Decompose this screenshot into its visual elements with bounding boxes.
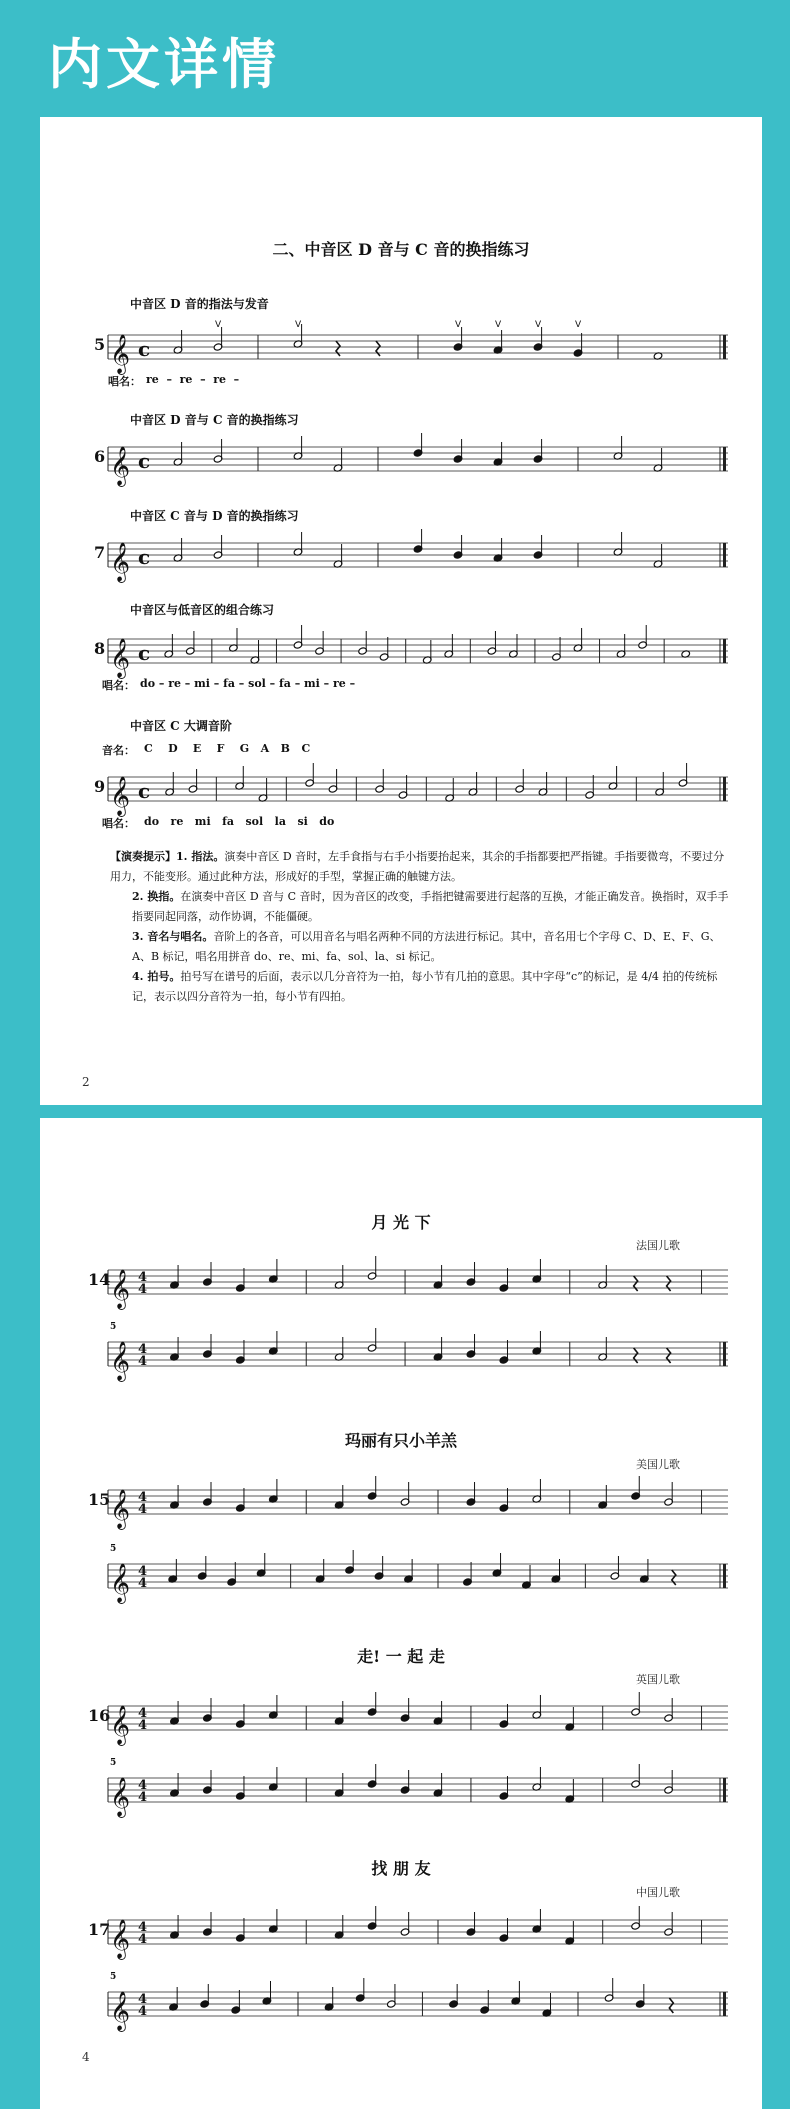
music-staff	[108, 320, 728, 374]
tip-text: 拍号写在谱号的后面，表示以几分音符为一拍，每小节有几拍的意思。其中字母“c”的标记，是 4/4 拍的传统标记，表示以四分音符为一拍，每小节有四拍。	[132, 970, 718, 1003]
song-title: 找 朋 友	[371, 1859, 431, 1878]
music-staff	[108, 633, 728, 678]
time-signature-bottom: 4	[138, 1932, 148, 1947]
song-title: 月 光 下	[371, 1213, 431, 1232]
time-signature-top: 4	[138, 1706, 148, 1721]
treble-clef-icon: 𝄞	[110, 1341, 131, 1381]
exercise-number: 5	[94, 335, 106, 354]
time-signature-top: 4	[138, 1778, 148, 1793]
treble-clef-icon: 𝄞	[110, 542, 131, 582]
common-time-icon: c	[138, 337, 151, 361]
music-staff	[108, 1336, 728, 1381]
quarter-rest-icon	[336, 341, 340, 356]
section-header: 内文详情	[48, 33, 280, 96]
song-title: 玛丽有只小羊羔	[344, 1431, 457, 1450]
page-title: 二、中音区 D 音与 C 音的换指练习	[272, 240, 530, 259]
tip-title: 1. 指法。	[176, 850, 225, 863]
fingering-mark: V	[575, 320, 582, 330]
measure-number: 5	[110, 1322, 117, 1332]
exercise-caption: 中音区与低音区的组合练习	[130, 603, 275, 617]
fingering-mark: V	[535, 320, 542, 330]
time-signature-bottom: 4	[138, 1790, 148, 1805]
music-staff	[108, 1264, 728, 1309]
fingering-mark: V	[295, 320, 302, 330]
page-preview-2	[40, 1118, 762, 2109]
lyric-line: do – re – mi – fa – sol – fa – mi – re –	[140, 677, 356, 690]
final-barline-thick	[723, 1778, 726, 1802]
quarter-rest-icon	[376, 341, 380, 356]
time-signature-bottom: 4	[138, 1576, 148, 1591]
measure-number: 5	[110, 1544, 117, 1554]
tip-title: 4. 拍号。	[132, 970, 181, 983]
quarter-rest-icon	[634, 1348, 638, 1363]
music-staff	[108, 1772, 728, 1817]
page-number: 2	[82, 1075, 90, 1089]
music-staff	[108, 1700, 728, 1745]
time-signature-top: 4	[138, 1992, 148, 2007]
fingering-mark: V	[215, 320, 222, 330]
treble-clef-icon: 𝄞	[110, 1563, 131, 1603]
music-staff	[108, 771, 728, 816]
time-signature-bottom: 4	[138, 1282, 148, 1297]
song-number: 14	[88, 1270, 111, 1289]
time-signature-top: 4	[138, 1490, 148, 1505]
quarter-rest-icon	[669, 1998, 673, 2013]
music-staff	[108, 1914, 728, 1959]
time-signature-bottom: 4	[138, 1354, 148, 1369]
exercise-number: 7	[94, 543, 106, 562]
quarter-rest-icon	[672, 1570, 676, 1585]
fingering-mark: V	[455, 320, 462, 330]
final-barline-thick	[723, 777, 726, 801]
song-number: 17	[88, 1920, 111, 1939]
treble-clef-icon: 𝄞	[110, 1269, 131, 1309]
pitch-line: C D E F G A B C	[144, 742, 311, 755]
treble-clef-icon: 𝄞	[110, 1489, 131, 1529]
time-signature-top: 4	[138, 1342, 148, 1357]
final-barline-thick	[723, 543, 726, 567]
time-signature-bottom: 4	[138, 1502, 148, 1517]
song-origin: 中国儿歌	[636, 1886, 680, 1899]
exercise-number: 8	[94, 639, 106, 658]
exercise-caption: 中音区 C 大调音阶	[130, 719, 232, 733]
exercise-caption: 中音区 C 音与 D 音的换指练习	[130, 509, 299, 523]
time-signature-top: 4	[138, 1270, 148, 1285]
final-barline-thick	[723, 1564, 726, 1588]
fingering-mark: V	[495, 320, 502, 330]
quarter-rest-icon	[634, 1276, 638, 1291]
song-number: 16	[88, 1706, 111, 1725]
exercise-caption: 中音区 D 音与 C 音的换指练习	[130, 413, 299, 427]
tip-text: 音阶上的各音，可以用音名与唱名两种不同的方法进行标记。其中，音名用七个字母 C、D、E、F、G、A、B 标记，唱名用拼音 do、re、mi、fa、sol、la、si 标记。	[132, 930, 721, 963]
music-staff	[108, 537, 728, 582]
page-number: 4	[82, 2050, 90, 2064]
exercise-caption: 中音区 D 音的指法与发音	[130, 297, 269, 311]
quarter-rest-icon	[667, 1348, 671, 1363]
music-staff	[108, 1986, 728, 2031]
exercise-number: 9	[94, 777, 106, 796]
tips-heading: 【演奏提示】	[110, 850, 176, 863]
treble-clef-icon: 𝄞	[110, 776, 131, 816]
treble-clef-icon: 𝄞	[110, 1705, 131, 1745]
lyric-label: 唱名：	[102, 817, 135, 830]
tip-text: 演奏中音区 D 音时，左手食指与右手小指要抬起来，其余的手指都要把严指键。手指要微弯，不要过分用力，不能变形。通过此种方法，形成好的手型，掌握正确的触键方法。	[110, 850, 725, 883]
quarter-rest-icon	[667, 1276, 671, 1291]
song-number: 15	[88, 1490, 111, 1509]
tip-title: 3. 音名与唱名。	[132, 930, 214, 943]
tip-text: 在演奏中音区 D 音与 C 音时，因为音区的改变，手指把键需要进行起落的互换，才能正确发音。换指时，双手手指要同起同落，动作协调，不能僵硬。	[132, 890, 729, 923]
page-preview-1	[40, 117, 762, 1105]
final-barline-thick	[723, 639, 726, 663]
treble-clef-icon: 𝄞	[110, 1991, 131, 2031]
lyric-label: 唱名：	[102, 679, 135, 692]
common-time-icon: c	[138, 545, 151, 569]
treble-clef-icon: 𝄞	[110, 446, 131, 486]
song-title: 走! 一 起 走	[357, 1647, 445, 1666]
time-signature-top: 4	[138, 1920, 148, 1935]
song-origin: 法国儿歌	[636, 1239, 680, 1252]
treble-clef-icon: 𝄞	[110, 638, 131, 678]
music-staff	[108, 1484, 728, 1529]
treble-clef-icon: 𝄞	[110, 334, 131, 374]
final-barline-thick	[723, 335, 726, 359]
final-barline-thick	[723, 1342, 726, 1366]
common-time-icon: c	[138, 641, 151, 665]
time-signature-bottom: 4	[138, 2004, 148, 2019]
song-origin: 英国儿歌	[636, 1673, 680, 1686]
common-time-icon: c	[138, 449, 151, 473]
treble-clef-icon: 𝄞	[110, 1919, 131, 1959]
performance-tips	[110, 847, 730, 1007]
exercise-number: 6	[94, 447, 106, 466]
common-time-icon: c	[138, 779, 151, 803]
time-signature-bottom: 4	[138, 1718, 148, 1733]
measure-number: 5	[110, 1972, 117, 1982]
treble-clef-icon: 𝄞	[110, 1777, 131, 1817]
lyric-label: 唱名：	[108, 375, 141, 388]
song-origin: 美国儿歌	[636, 1458, 680, 1471]
final-barline-thick	[723, 1992, 726, 2016]
tip-title: 2. 换指。	[132, 890, 181, 903]
pitch-label: 音名：	[102, 744, 135, 757]
time-signature-top: 4	[138, 1564, 148, 1579]
final-barline-thick	[723, 447, 726, 471]
lyric-line: do re mi fa sol la si do	[144, 815, 335, 828]
music-staff	[108, 1558, 728, 1603]
measure-number: 5	[110, 1758, 117, 1768]
music-staff	[108, 441, 728, 486]
lyric-line: re – re – re –	[146, 373, 240, 386]
